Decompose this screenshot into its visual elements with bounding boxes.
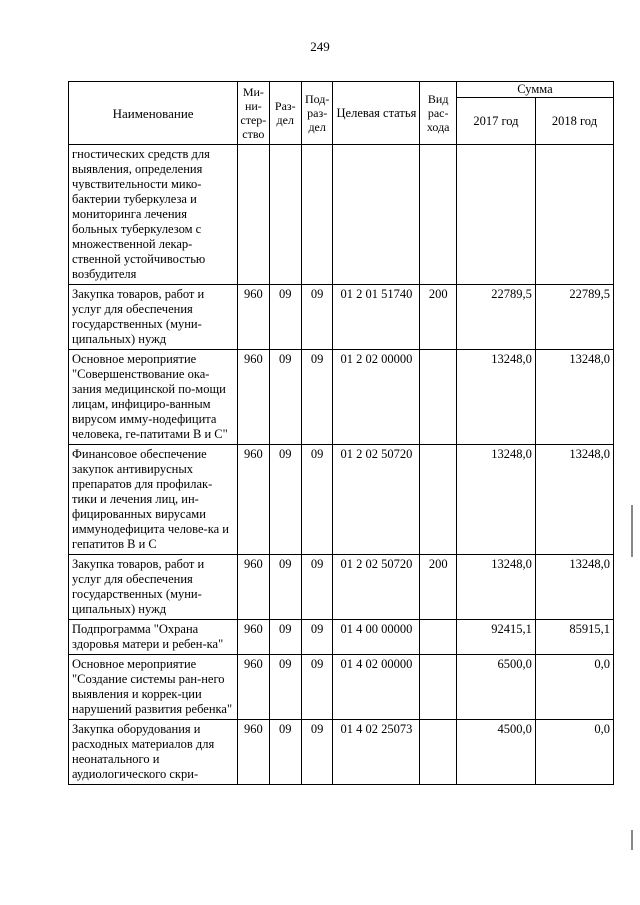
- cell-section: 09: [269, 285, 301, 350]
- cell-name: Закупка товаров, работ и услуг для обеспечения государственных (муни-ципальных) нужд: [69, 555, 238, 620]
- cell-2018: 13248,0: [535, 445, 613, 555]
- header-year-2018: 2018 год: [535, 98, 613, 145]
- cell-2017: 13248,0: [456, 350, 535, 445]
- cell-section: 09: [269, 655, 301, 720]
- cell-2017: 13248,0: [456, 555, 535, 620]
- cell-2018: 22789,5: [535, 285, 613, 350]
- budget-table: [68, 81, 614, 785]
- cell-target: 01 4 02 25073: [333, 720, 420, 785]
- cell-2017: [456, 145, 535, 285]
- cell-2018: [535, 145, 613, 285]
- header-sum: Сумма: [456, 82, 613, 98]
- table-row: [69, 720, 614, 785]
- cell-2018: 13248,0: [535, 555, 613, 620]
- table-row: [69, 655, 614, 720]
- header-section: Раз-дел: [269, 82, 301, 145]
- cell-subsection: [301, 145, 332, 285]
- cell-2017: 6500,0: [456, 655, 535, 720]
- page-number: 249: [310, 39, 330, 54]
- cell-expense-type: [420, 620, 456, 655]
- cell-subsection: 09: [301, 350, 332, 445]
- cell-ministry: 960: [238, 285, 269, 350]
- cell-name: Основное мероприятие "Совершенствование ока-зания медицинской по-мощи лицам, инфициро-ванным вирусом имму-нодефицита человека, ге-патитами В и С": [69, 350, 238, 445]
- cell-name: Закупка товаров, работ и услуг для обеспечения государственных (муни-ципальных) нужд: [69, 285, 238, 350]
- cell-ministry: 960: [238, 350, 269, 445]
- header-subsection: Под-раз-дел: [301, 82, 332, 145]
- cell-expense-type: [420, 655, 456, 720]
- cell-name: Финансовое обеспечение закупок антивирусных препаратов для профилак-тики и лечения лиц, ин-фицированных вирусами иммунодефицита челове-ка и гепатитов В и С: [69, 445, 238, 555]
- cell-expense-type: 200: [420, 555, 456, 620]
- cell-2017: 13248,0: [456, 445, 535, 555]
- cell-expense-type: [420, 720, 456, 785]
- cell-section: [269, 145, 301, 285]
- cell-2017: 4500,0: [456, 720, 535, 785]
- table-row: [69, 145, 614, 285]
- cell-target: 01 4 02 00000: [333, 655, 420, 720]
- cell-2017: 92415,1: [456, 620, 535, 655]
- cell-ministry: 960: [238, 620, 269, 655]
- cell-ministry: 960: [238, 720, 269, 785]
- cell-target: 01 2 01 51740: [333, 285, 420, 350]
- cell-ministry: [238, 145, 269, 285]
- cell-subsection: 09: [301, 720, 332, 785]
- cell-name: Подпрограмма "Охрана здоровья матери и ребен-ка": [69, 620, 238, 655]
- header-ministry: Ми-ни-стер-ство: [238, 82, 269, 145]
- cell-expense-type: [420, 445, 456, 555]
- cell-2018: 0,0: [535, 655, 613, 720]
- cell-expense-type: [420, 350, 456, 445]
- header-expense-type: Вид рас-хода: [420, 82, 456, 145]
- margin-mark: [631, 505, 633, 557]
- cell-subsection: 09: [301, 655, 332, 720]
- cell-target: 01 2 02 50720: [333, 555, 420, 620]
- cell-section: 09: [269, 350, 301, 445]
- cell-ministry: 960: [238, 655, 269, 720]
- margin-mark: [631, 830, 633, 850]
- cell-subsection: 09: [301, 555, 332, 620]
- cell-name: Закупка оборудования и расходных материалов для неонатального и аудиологического скри-: [69, 720, 238, 785]
- cell-target: 01 4 00 00000: [333, 620, 420, 655]
- table-row: [69, 445, 614, 555]
- table-row: [69, 555, 614, 620]
- cell-name: гностических средств для выявления, определения чувствительности мико-бактерии туберкулеза и мониторинга лечения больных туберкулезом с множественной лекар-ственной устойчивостью возбудителя: [69, 145, 238, 285]
- table-row: [69, 620, 614, 655]
- cell-2018: 13248,0: [535, 350, 613, 445]
- cell-subsection: 09: [301, 445, 332, 555]
- cell-expense-type: [420, 145, 456, 285]
- cell-target: 01 2 02 00000: [333, 350, 420, 445]
- cell-section: 09: [269, 620, 301, 655]
- cell-section: 09: [269, 445, 301, 555]
- cell-name: Основное мероприятие "Создание системы ран-него выявления и коррек-ции нарушений развития ребенка": [69, 655, 238, 720]
- table-row: [69, 350, 614, 445]
- header-target: Целевая статья: [333, 82, 420, 145]
- table-row: [69, 285, 614, 350]
- header-name: Наименование: [69, 82, 238, 145]
- cell-target: [333, 145, 420, 285]
- cell-subsection: 09: [301, 285, 332, 350]
- cell-ministry: 960: [238, 555, 269, 620]
- table-body: [69, 145, 614, 785]
- cell-section: 09: [269, 720, 301, 785]
- cell-subsection: 09: [301, 620, 332, 655]
- cell-expense-type: 200: [420, 285, 456, 350]
- cell-target: 01 2 02 50720: [333, 445, 420, 555]
- cell-2018: 85915,1: [535, 620, 613, 655]
- header-year-2017: 2017 год: [456, 98, 535, 145]
- cell-2017: 22789,5: [456, 285, 535, 350]
- cell-2018: 0,0: [535, 720, 613, 785]
- header-row-top: [69, 82, 614, 98]
- cell-section: 09: [269, 555, 301, 620]
- cell-ministry: 960: [238, 445, 269, 555]
